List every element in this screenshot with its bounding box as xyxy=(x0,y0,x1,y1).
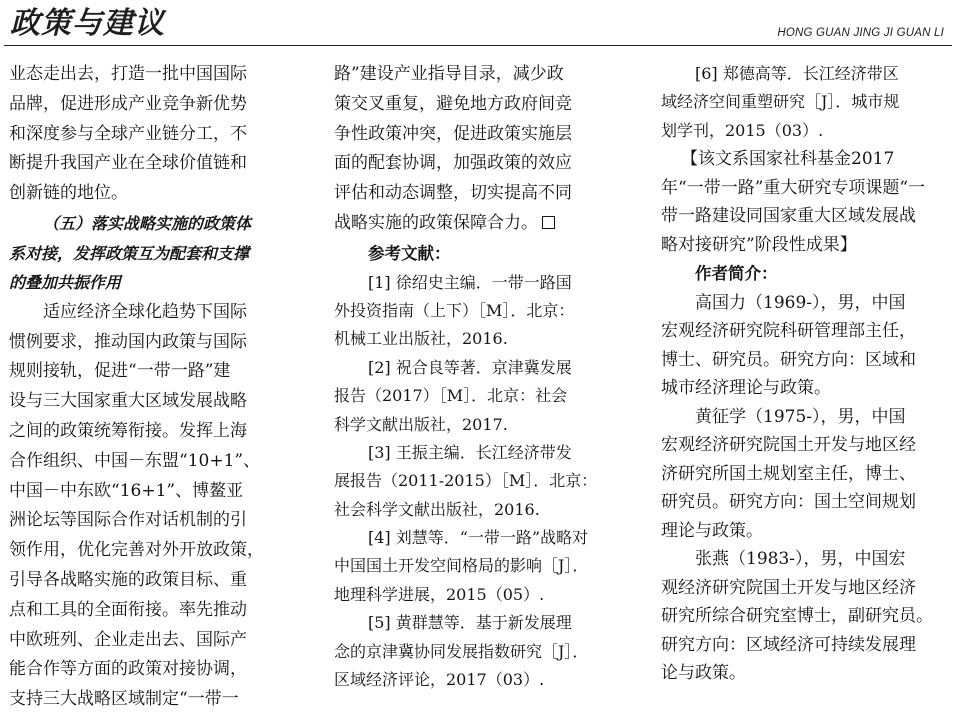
reference-line: 地理科学进展，2015（05）. xyxy=(334,584,545,604)
text-line: 面的配套协调，加强政策的效应 xyxy=(334,153,572,174)
paragraph xyxy=(9,298,302,715)
reference-entry xyxy=(334,524,630,609)
column-3 xyxy=(661,60,951,688)
reference-entry xyxy=(661,60,951,145)
text-line: 论与政策。 xyxy=(661,663,746,684)
text-line: 之间的政策统筹衔接。发挥上海 xyxy=(9,420,247,441)
heading-line: 参考文献： xyxy=(368,243,451,263)
text-line: 适应经济全球化趋势下国际 xyxy=(43,301,247,322)
text-line: 济研究所国土规划室主任，博士、 xyxy=(661,463,916,484)
text-line: 观经济研究院国土开发与地区经济 xyxy=(661,577,916,598)
text-span: 战略实施的政策保障合力。 xyxy=(334,212,538,233)
text-line: 年“一带一路”重大研究专项课题“一 xyxy=(661,177,926,198)
text-line: 能合作等方面的政策对接协调， xyxy=(9,659,247,680)
reference-entry xyxy=(334,354,630,439)
text-line: 城市经济理论与政策。 xyxy=(661,378,831,399)
text-line: 策交叉重复，避免地方政府间竞 xyxy=(334,93,572,114)
reference-line: 外投资指南（上下）［M］．北京： xyxy=(334,300,575,320)
text-line: 带一路建设同国家重大区域发展战 xyxy=(661,206,916,227)
text-line: 品牌，促进形成产业竞争新优势 xyxy=(9,93,247,114)
text-line: 宏观经济研究院国土开发与地区经 xyxy=(661,435,916,456)
text-line: 评估和动态调整，切实提高不同 xyxy=(334,183,572,204)
text-line: 中欧班列、企业走出去、国际产 xyxy=(9,629,247,650)
reference-line: 报告（2017）［M］．北京：社会 xyxy=(334,386,568,406)
author-bio xyxy=(661,545,951,688)
text-line: 理论与政策。 xyxy=(661,520,763,541)
text-line: 引导各战略实施的政策目标、重 xyxy=(9,569,247,590)
reference-line: 区域经济评论，2017（03）. xyxy=(334,670,545,690)
text-line: 设与三大国家重大区域发展战略 xyxy=(9,391,247,412)
text-line: 研究所综合研究室博士，副研究员。 xyxy=(661,606,933,627)
authors-heading xyxy=(661,259,951,289)
text-line: 宏观经济研究院科研管理部主任， xyxy=(661,321,916,342)
text-line: 中国－中东欧“16+1”、博鳌亚 xyxy=(9,480,244,501)
author-bio xyxy=(661,289,951,403)
text-line: 张燕（1983-），男，中国宏 xyxy=(695,549,906,570)
reference-line: 科学文献出版社，2017. xyxy=(334,414,508,434)
reference-line: 念的京津冀协同发展指数研究［J］． xyxy=(334,641,589,661)
reference-line: [1] 徐绍史主编．一带一路国 xyxy=(368,272,572,292)
reference-line: 域经济空间重塑研究［J］．城市规 xyxy=(661,92,900,112)
reference-line: [5] 黄群慧等．基于新发展理 xyxy=(368,613,572,633)
text-line: 略对接研究”阶段性成果】 xyxy=(661,234,857,255)
text-line: 断提升我国产业在全球价值链和 xyxy=(9,153,247,174)
text-line: 路”建设产业指导目录，减少政 xyxy=(334,64,564,84)
column-2 xyxy=(334,60,630,694)
text-line: 研究员。研究方向：国土空间规划 xyxy=(661,492,916,513)
text-line: 博士、研究员。研究方向：区域和 xyxy=(661,349,916,370)
reference-entry xyxy=(334,269,630,354)
paragraph xyxy=(9,60,302,209)
text-line xyxy=(334,209,630,239)
reference-line: [3] 王振主编．长江经济带发 xyxy=(368,442,572,462)
text-line: 点和工具的全面衔接。率先推动 xyxy=(9,599,247,620)
reference-entry xyxy=(334,609,630,694)
text-line: 【该文系国家社科基金2017 xyxy=(681,149,895,170)
text-line: 规则接轨，促进“一带一路”建 xyxy=(9,361,231,382)
section-subheading xyxy=(9,209,302,298)
funding-note xyxy=(661,145,951,259)
reference-line: 划学刊，2015（03）. xyxy=(661,120,824,140)
paragraph xyxy=(334,60,630,239)
header-rule xyxy=(4,45,952,46)
reference-line: 机械工业出版社，2016. xyxy=(334,329,508,349)
text-line: 高国力（1969-），男，中国 xyxy=(695,292,906,313)
text-line: 洲论坛等国际合作对话机制的引 xyxy=(9,510,247,531)
subheading-line: 系对接，发挥政策互为配套和支撑 xyxy=(9,243,250,263)
reference-line: [2] 祝合良等著．京津冀发展 xyxy=(368,357,572,377)
subheading-line: 的叠加共振作用 xyxy=(9,273,122,293)
end-of-article-mark-icon xyxy=(542,216,555,229)
author-bio xyxy=(661,403,951,546)
section-title: 政策与建议 xyxy=(10,6,165,41)
text-line: 争性政策冲突，促进政策实施层 xyxy=(334,123,572,144)
text-line: 创新链的地位。 xyxy=(9,183,128,204)
reference-line: 社会科学文献出版社，2016. xyxy=(334,499,540,519)
reference-line: [4] 刘慧等．“一带一路”战略对 xyxy=(368,528,589,548)
reference-line: 中国国土开发空间格局的影响［J］． xyxy=(334,556,589,576)
text-line: 惯例要求，推动国内政策与国际 xyxy=(9,331,247,352)
text-line: 和深度参与全球产业链分工，不 xyxy=(9,123,247,144)
reference-line: 展报告（2011-2015）［M］．北京： xyxy=(334,471,598,491)
column-1 xyxy=(9,60,302,715)
heading-line: 作者简介： xyxy=(695,264,778,284)
text-line: 领作用，优化完善对外开放政策， xyxy=(9,540,264,561)
reference-entry xyxy=(334,439,630,524)
page-header xyxy=(0,0,958,48)
text-line: 研究方向：区域经济可持续发展理 xyxy=(661,634,916,655)
journal-name: HONG GUAN JING JI GUAN LI xyxy=(777,27,944,39)
reference-line: [6] 郑德高等．长江经济带区 xyxy=(695,64,899,83)
text-line: 黄征学（1975-），男，中国 xyxy=(695,406,906,427)
text-line: 业态走出去，打造一批中国国际 xyxy=(9,64,247,84)
text-line: 支持三大战略区域制定“一带一 xyxy=(9,689,239,710)
references-heading xyxy=(334,239,630,269)
subheading-line: （五）落实战略实施的政策体 xyxy=(43,213,252,233)
text-line: 合作组织、中国－东盟“10+1”、 xyxy=(9,450,261,471)
